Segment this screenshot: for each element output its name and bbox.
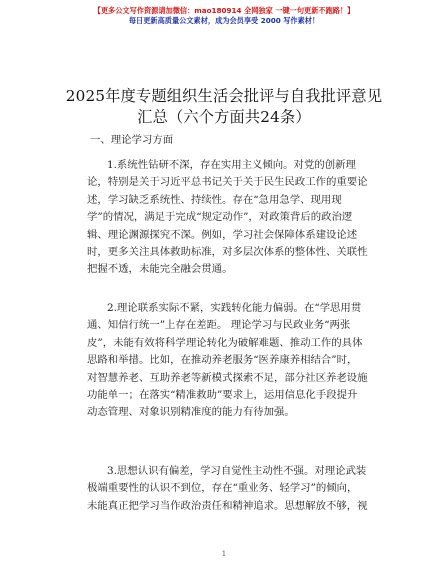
paragraph-line: 功能单一；在落实“精准救助”要求上，运用信息化手段提升 [87, 389, 358, 402]
paragraph-line: 通、知信行统一”上存在差距。 理论学习与民政业务“两张 [87, 319, 351, 332]
paragraph-line: 学”的情况，满足于完成“规定动作”，对政策背后的政治逻 [87, 211, 353, 224]
paragraph-3 [87, 463, 389, 515]
paragraph-line: 对智慧养老、互助养老等新模式探索不足，部分社区养老设施 [87, 371, 368, 384]
paragraph-line: 未能真正把学习当作政治责任和精神追求。思想解放不够，视 [87, 499, 368, 512]
paragraph-line: 述，学习缺乏系统性、持续性。存在“急用急学、现用现 [87, 193, 342, 206]
paragraph-line: 1.系统性钻研不深，存在实用主义倾向。对党的创新理 [107, 159, 356, 171]
paragraph-line: 把握不透，未能完全融会贯通。 [87, 263, 233, 276]
document-title-line-2: 汇总（六个方面共24条） [137, 108, 311, 126]
paragraph-line: 2.理论联系实际不紧，实践转化能力偏弱。在“学思用贯 [107, 302, 362, 314]
paragraph-line: 3.思想认识有偏差，学习自觉性主动性不强。对理论武装 [107, 465, 367, 477]
paragraph-line: 极端重要性的认识不到位，存在“重业务、轻学习”的倾向， [87, 482, 358, 495]
promo-banner-line-2: 每日更新高质量公文素材，成为会员享受 2000 写作素材！ [128, 16, 320, 25]
paragraph-line: 时，更多关注具体救助标准，对多层次体系的整体性、关联性 [87, 246, 368, 259]
section-heading: 一、理论学习方面 [90, 134, 174, 146]
document-title-line-1: 2025年度专题组织生活会批评与自我批评意见 [65, 87, 383, 105]
paragraph-2 [87, 300, 389, 422]
paragraph-line: 动态管理、对象识别精准度的能力有待加强。 [87, 406, 295, 419]
page-number: 1 [221, 550, 227, 558]
promo-banner-line-1: 【更多公文写作资源请加微信：mao180914 全网独家 一键一句更新不跑路！】 [93, 6, 355, 15]
paragraph-line: 皮”，未能有效将科学理论转化为破解难题、推动工作的具体 [87, 336, 363, 349]
paragraph-line: 思路和举措。比如，在推动养老服务“医养康养相结合”时， [87, 354, 358, 367]
paragraph-line: 辑、理论渊源探究不深。例如，学习社会保障体系建设论述 [87, 228, 358, 241]
document-title [40, 86, 408, 128]
paragraph-line: 论，特别是关于习近平总书记关于关于民生民政工作的重要论 [87, 176, 368, 189]
paragraph-1 [87, 157, 389, 279]
promo-banner [0, 6, 448, 26]
